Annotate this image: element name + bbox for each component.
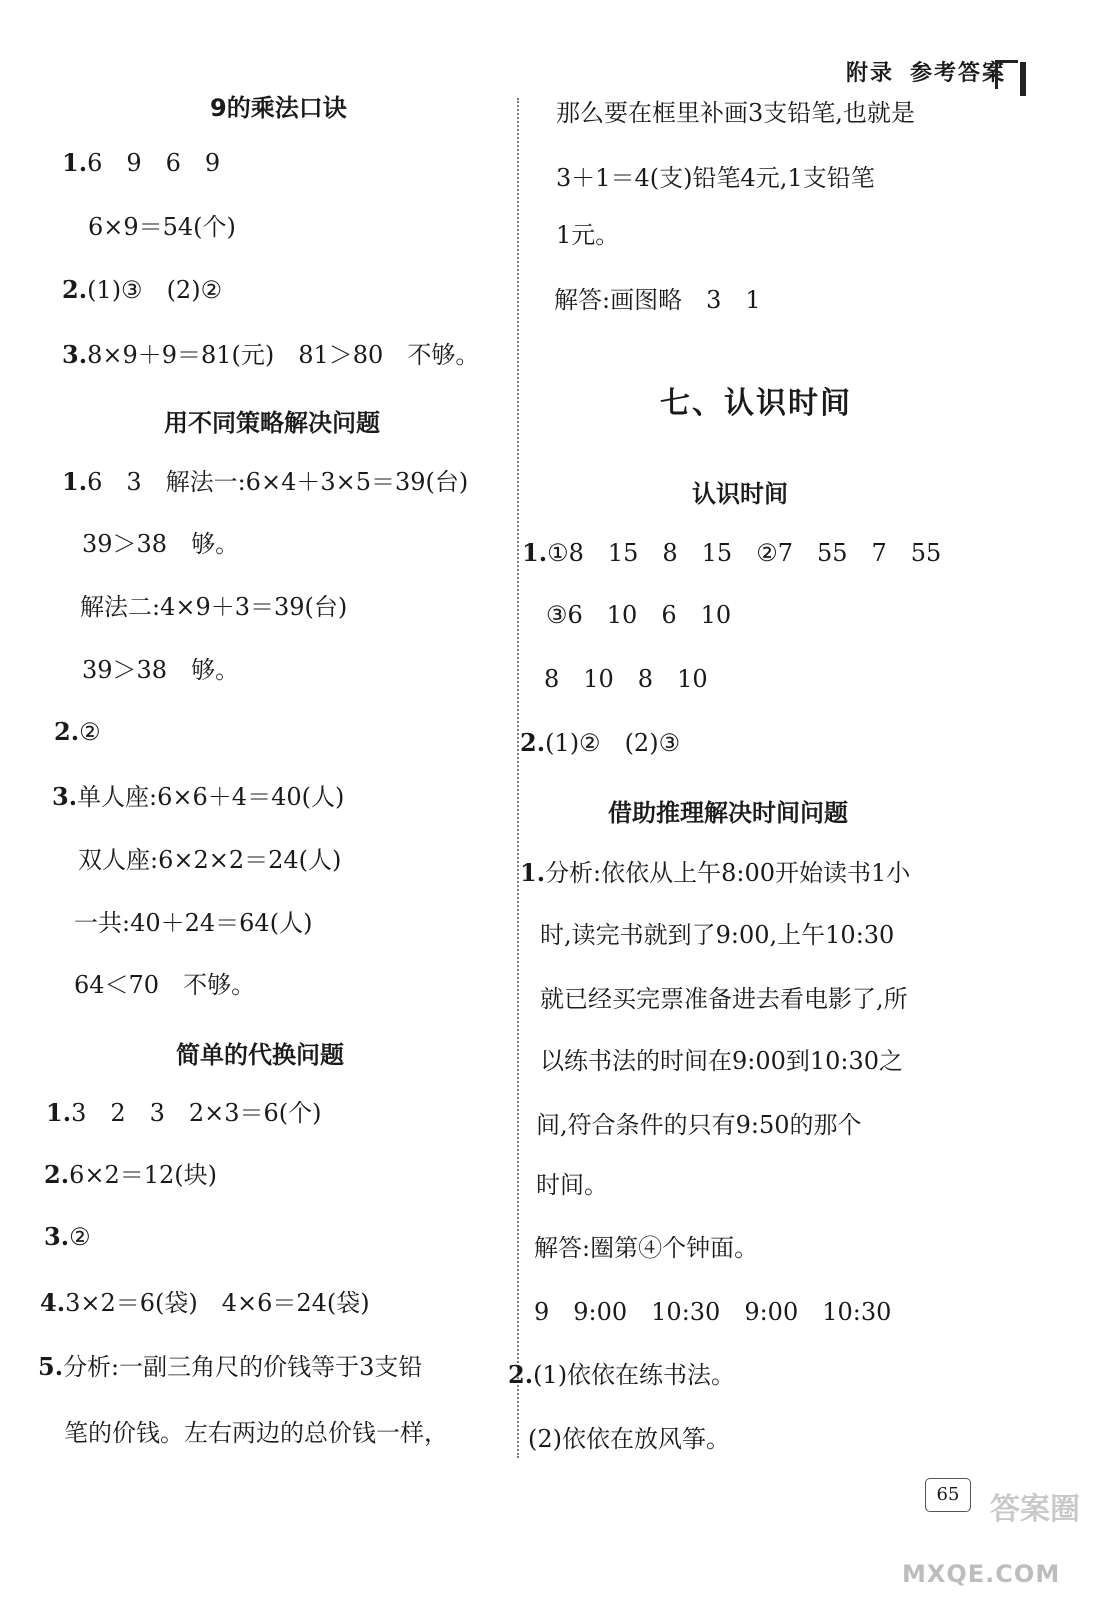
header-title: 参考答案 [909,61,1006,86]
answer-line: 4.3×2＝6(袋) 4×6＝24(袋) [40,1288,370,1317]
chapter-title: 七、认识时间 [660,386,852,421]
answer-line: 39＞38 够。 [82,530,240,558]
answer-line: 解法二:4×9＋3＝39(台) [80,593,348,621]
answer-line: 64＜70 不够。 [74,971,256,999]
column-divider [517,98,519,1458]
answer-line: 1.6 3 解法一:6×4＋3×5＝39(台) [62,467,469,496]
answer-line: 3＋1＝4(支)铅笔4元,1支铅笔 [556,164,875,192]
page-header [846,56,1006,87]
answer-line: 时,读完书就到了9:00,上午10:30 [540,921,895,949]
answer-line: 2.(1)③ (2)② [62,275,223,304]
answer-line: 3.② [44,1222,91,1251]
answer-line: 1.①8 15 8 15 ②7 55 7 55 [522,538,942,567]
answer-line: 笔的价钱。左右两边的总价钱一样， [64,1419,448,1447]
answer-line: 解答:画图略 3 1 [554,286,761,314]
answer-line: 39＞38 够。 [82,656,240,684]
section-title-substitution: 简单的代换问题 [176,1041,344,1069]
answer-line: 9 9:00 10:30 9:00 10:30 [534,1298,892,1326]
header-appendix: 附录 [845,61,894,86]
answer-line: 8 10 8 10 [544,665,708,693]
answer-line: 以练书法的时间在9:00到10:30之 [540,1047,904,1075]
answer-line: 6×9＝54(个) [88,213,236,241]
answer-line: 1元。 [556,221,620,249]
answer-line: 时间。 [536,1171,608,1199]
section-title-9-multiplication: 9的乘法口诀 [210,94,347,122]
answer-line: 那么要在框里补画3支铅笔,也就是 [556,99,915,127]
answer-line: ③6 10 6 10 [546,601,732,629]
answer-line: 2.6×2＝12(块) [44,1160,217,1189]
answer-line: 解答:圈第④个钟面。 [534,1234,759,1262]
answer-line: 3.单人座:6×6＋4＝40(人) [52,782,345,811]
section-title-strategies: 用不同策略解决问题 [164,409,380,437]
answer-line: 就已经买完票准备进去看电影了,所 [540,985,908,1013]
section-title-telling-time: 认识时间 [692,480,788,508]
answer-line: 3.8×9＋9＝81(元) 81＞80 不够。 [62,340,480,369]
answer-line: 2.(1)② (2)③ [520,728,681,757]
answer-line: 间,符合条件的只有9:50的那个 [536,1111,862,1139]
answer-line: 1.3 2 3 2×3＝6(个) [46,1098,322,1127]
watermark-url: MXQE.COM [902,1560,1061,1588]
answer-line: 一共:40＋24＝64(人) [74,909,313,937]
answer-line: 1.6 9 6 9 [62,148,221,177]
answer-line: (2)依依在放风筝。 [528,1425,730,1453]
answer-line: 2.② [54,717,101,746]
corner-mark [995,60,1018,89]
answer-line: 2.(1)依依在练书法。 [508,1360,736,1389]
answer-line: 1.分析:依依从上午8:00开始读书1小 [520,858,911,887]
answer-line: 双人座:6×2×2＝24(人) [78,846,342,874]
answer-line: 5.分析:一副三角尺的价钱等于3支铅 [38,1352,423,1381]
corner-bar [1020,62,1026,96]
page-number: 65 [925,1478,971,1512]
watermark-logo: 答案圈 [990,1492,1080,1527]
section-title-reasoning-time: 借助推理解决时间问题 [608,799,848,827]
